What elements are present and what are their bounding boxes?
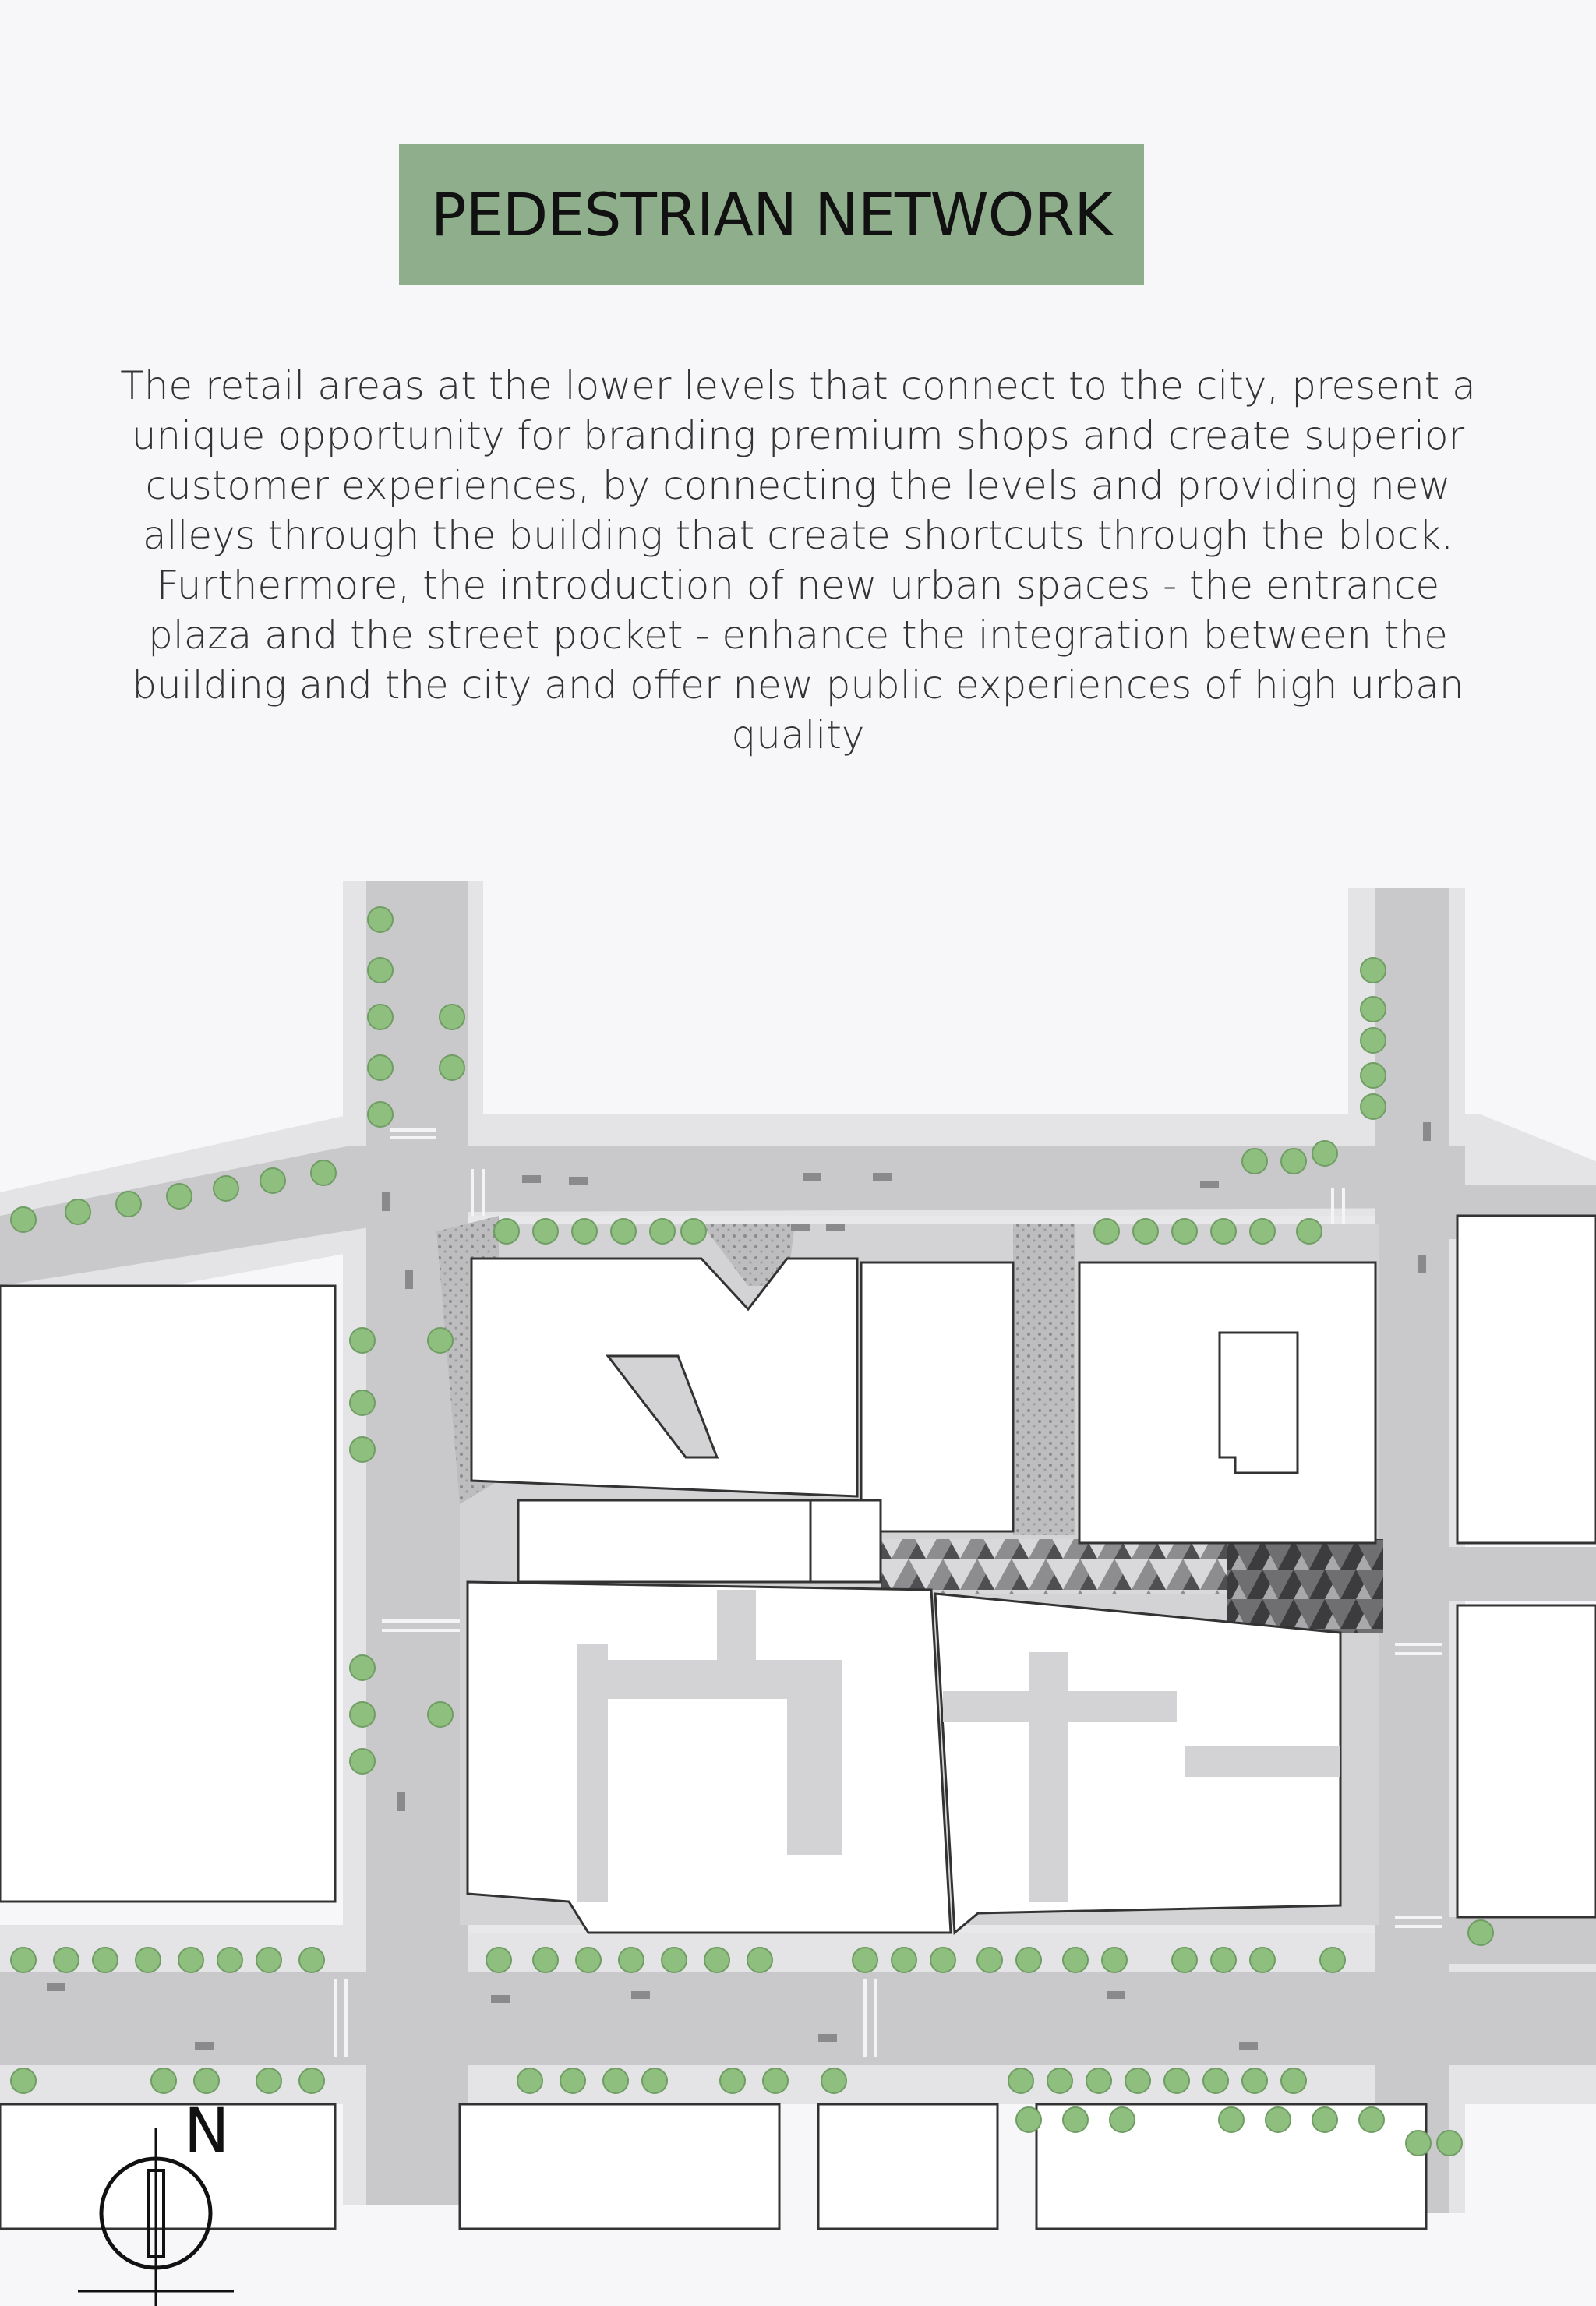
building-entry xyxy=(518,1500,810,1582)
description-text: The retail areas at the lower levels that connect to the city, present a unique opportunity for branding premium shops and create superior customer experiences, by connecting the levels and providing new alleys through the building that create shortcuts through the block. Furthermore, the introduction of new urban spaces - the entrance plaza and the street pocket - enhance the integration between the building and the city and offer new public experiences of high urban quality xyxy=(120,363,1476,757)
building-n-center xyxy=(861,1262,1013,1531)
site-plan-map xyxy=(0,873,1596,2306)
north-arrow-label: N xyxy=(184,2096,230,2167)
street-pocket xyxy=(881,1539,1231,1594)
building-sw xyxy=(468,1582,951,1933)
page-title: PEDESTRIAN NETWORK xyxy=(430,180,1113,249)
title-banner xyxy=(399,144,1144,285)
building-ne xyxy=(1079,1262,1375,1543)
road-south-ew xyxy=(0,1972,1596,2065)
